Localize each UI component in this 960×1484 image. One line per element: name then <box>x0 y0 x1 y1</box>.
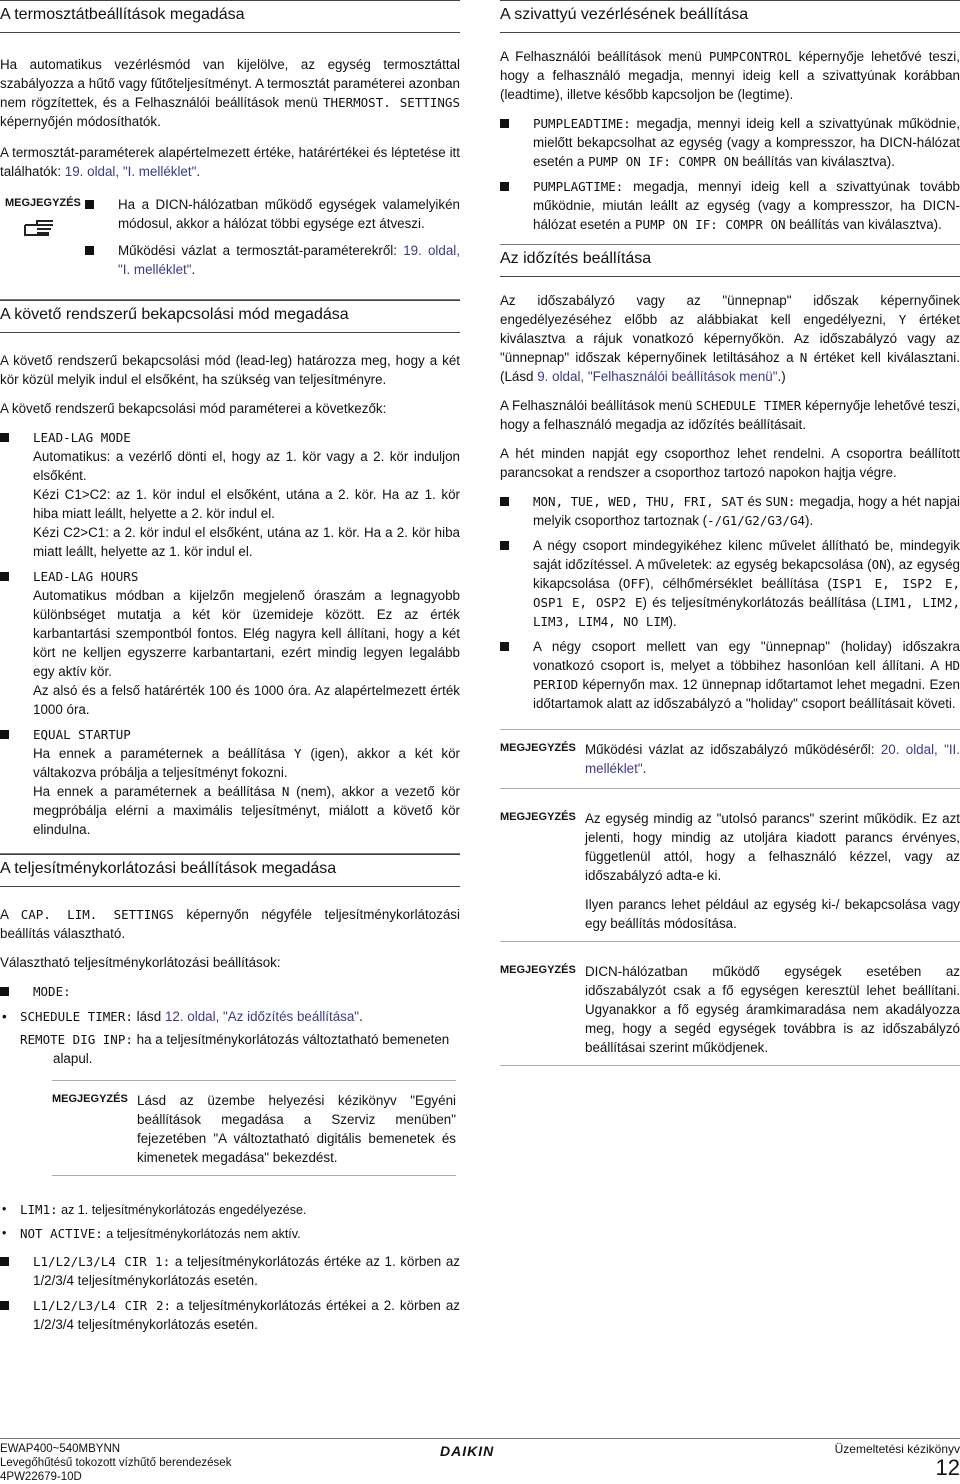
section-title-lead-lag: A követő rendszerű bekapcsolási mód megadása <box>0 300 460 333</box>
list-item: PUMPLAGTIME: megadja, mennyi ideig kell a szivattyúnak tovább működnie, miután leállt az egység (vagy a kompresszor, ha DICN-hálózat esetén a PUMP ON IF: COMPR ON beállítás van kiválasztva). <box>500 177 960 234</box>
page-link[interactable]: 19. oldal, "I. melléklet" <box>118 243 460 277</box>
right-column <box>500 0 960 1066</box>
page-link[interactable]: 12. oldal, "Az időzítés beállítása" <box>164 1009 360 1024</box>
paragraph: Az időszabályzó vagy az "ünnepnap" időszak képernyőinek engedélyezéséhez előbb az alábbiakat kell engedélyezni, Y értéket kiválasztva a rájuk vonatkozó képernyőkön. Az időszabályzó vagy az "ünnepnap" időszak képernyőinek letiltásához a N értéket kell kiválasztani. (Lásd 9. oldal, "Felhasználói beállítások menü".) <box>500 293 960 384</box>
page-footer <box>0 1438 960 1483</box>
section-title-pump: A szivattyú vezérlésének beállítása <box>500 0 960 33</box>
list-item: L1/L2/L3/L4 CIR 2: a teljesítménykorlátozás értékei a 2. körben az 1/2/3/4 teljesítménykorlátozás esetén. <box>0 1296 460 1334</box>
note-box: MEGJEGYZÉS Lásd az üzembe helyezési kézikönyv "Egyéni beállítások megadása a Szerviz menüben" fejezetében "A változtatható digitális bemenetek és kimenetek megadása" bekezdést. <box>52 1080 456 1176</box>
list-item: LEAD-LAG MODE Automatikus: a vezérlő dönti el, hogy az 1. kör vagy a 2. kör induljon elsőként. Kézi C1>C2: az 1. kör indul el elsőként, utána a 2. kör. Ha az 1. kör hiba miatt leállt, helyette a 2. kör indul el. Kézi C2>C1: a 2. kör indul el elsőként, utána az 1. kör. Ha a 2. kör hiba miatt leállt, helyette az 1. kör indul el. <box>0 428 460 561</box>
list-item: A négy csoport mindegyikéhez kilenc művelet állítható be, mindegyik saját időzítéssel. A műveletek: az egység bekapcsolása (ON), az egység kikapcsolása (OFF), célhőmérséklet beállítása (ISP1 E, ISP2 E, OSP1 E, OSP2 E) és teljesítménykorlátozás beállítása (LIM1, LIM2, LIM3, LIM4, NO LIM). <box>500 536 960 631</box>
page-link[interactable]: 19. oldal, "I. melléklet" <box>64 164 197 179</box>
paragraph: A Felhasználói beállítások menü SCHEDULE TIMER képernyője lehetővé teszi, hogy a felhasználó megadja az időzítés beállításait. <box>500 398 960 432</box>
paragraph: A CAP. LIM. SETTINGS képernyőn négyféle teljesítménykorlátozási beállítás választható. <box>0 907 460 941</box>
paragraph: A követő rendszerű bekapcsolási mód paraméterei a következők: <box>0 401 387 416</box>
note-label: MEGJEGYZÉS <box>0 195 85 285</box>
list-item: Ha a DICN-hálózatban működő egységek valamelyikén módosul, akkor a hálózat többi egysége ezt átveszi. <box>85 195 460 233</box>
screen-name: THERMOST. SETTINGS <box>323 95 460 110</box>
list-item: LEAD-LAG HOURS Automatikus módban a kijelzőn megjelenő óraszám a legnagyobb különbséget mutatja a két kör üzemideje között. Ez az érték karbantartási szempontból fontos. Elég nagyra kell állítani, hogy a két kört ne kelljen egyszerre karbantartani, ezért mindig legyen legalább egy aktív kör. Az alsó és a felső határérték 100 és 1000 óra. Az alapértelmezett érték 1000 óra. <box>0 567 460 719</box>
product-description: Levegőhűtésű tokozott vízhűtő berendezések <box>0 1457 232 1469</box>
page-number: 12 <box>935 1455 960 1480</box>
note-label: MEGJEGYZÉS <box>500 811 576 823</box>
list-item: A négy csoport mellett van egy "ünnepnap" (holiday) időszakra vonatkozó csoport is, melyet a többihez hasonlóan kell állítani. A HD PERIOD képernyőn max. 12 ünnepnap időtartamot lehet megadni. Ezen időtartamok alatt az időszabályzó a "holiday" csoport beállításait követi. <box>500 637 960 713</box>
note-label: MEGJEGYZÉS <box>500 964 576 976</box>
list-item: PUMPLEADTIME: megadja, mennyi ideig kell a szivattyúnak működnie, mielőtt bekapcsolhat az egység (vagy a kompresszor, ha DICN-hálózat esetén a PUMP ON IF: COMPR ON beállítás van kiválasztva). <box>500 114 960 171</box>
page-link[interactable]: 20. oldal, "II. melléklet" <box>585 742 960 776</box>
document-code: 4PW22679-10D <box>0 1471 82 1483</box>
note-label: MEGJEGYZÉS <box>52 1093 128 1105</box>
paragraph: A hét minden napját egy csoporthoz lehet rendelni. A csoportra beállított parancsokat a rendszer a csoporthoz tartozó napokon hajtja végre. <box>500 446 960 480</box>
paragraph: A követő rendszerű bekapcsolási mód (lead-leg) határozza meg, hogy a két kör közül melyik indul el elsőként, ha szükség van teljesítményre. <box>0 353 460 387</box>
model-number: EWAP400~540MBYNN <box>0 1443 121 1455</box>
sub-list-item: • REMOTE DIG INP: ha a teljesítménykorlátozás változtatható bemeneten alapul. <box>0 1030 460 1068</box>
daikin-logo: DAIKIN <box>440 1443 495 1459</box>
sub-list-item: • NOT ACTIVE: a teljesítménykorlátozás nem aktív. <box>0 1224 460 1244</box>
list-item: EQUAL STARTUP Ha ennek a paraméternek a beállítása Y (igen), akkor a két kör váltakozva próbálja a teljesítményt fokozni. Ha ennek a paraméternek a beállítása N (nem), akkor a vezető kör megpróbálja elérni a maximális teljesítményt, miálott a követő kör elindulna. <box>0 725 460 839</box>
note-box: MEGJEGYZÉS Az egység mindig az "utolsó parancs" szerint működik. Ez azt jelenti, hogy mindig az utoljára kiadott parancs érvényes, függetlenül attól, hogy a felhasználó kézzel, vagy az időszabályzó adta-e ki. Ilyen parancs lehet például az egység ki-/ bekapcsolása vagy egy beállítás módosítása. <box>500 801 960 942</box>
sub-list-item: • LIM1: az 1. teljesítménykorlátozás engedélyezése. <box>0 1200 460 1220</box>
page-link[interactable]: 9. oldal, "Felhasználói beállítások menü" <box>537 369 778 384</box>
list-item: MODE: <box>0 982 460 1001</box>
pointing-hand-icon <box>23 217 57 237</box>
note-box <box>0 195 460 285</box>
left-column <box>0 0 460 1340</box>
list-item: Működési vázlat a termosztát-paraméterekről: 19. oldal, "I. melléklet". <box>85 241 460 279</box>
manual-title: Üzemeltetési kézikönyv <box>834 1442 960 1456</box>
note-label: MEGJEGYZÉS <box>500 742 576 754</box>
paragraph: A Felhasználói beállítások menü PUMPCONTROL képernyője lehetővé teszi, hogy a felhasználó megadja, mennyi ideig kell a szivattyúnak korábban (leadtime), illetve később kapcsoljon be (legtime). <box>500 49 960 102</box>
section-title-thermostat: A termosztátbeállítások megadása <box>0 0 460 33</box>
list-item: MON, TUE, WED, THU, FRI, SAT és SUN: megadja, hogy a hét napjai melyik csoporthoz tartoznak (-/G1/G2/G3/G4). <box>500 492 960 530</box>
paragraph: A termosztát-paraméterek alapértelmezett értéke, határértékei és léptetése itt találhatók: 19. oldal, "I. melléklet". <box>0 145 460 179</box>
section-title-timer: Az időzítés beállítása <box>500 245 960 277</box>
sub-list-item: • SCHEDULE TIMER: lásd 12. oldal, "Az időzítés beállítása". <box>0 1007 460 1026</box>
paragraph: Választható teljesítménykorlátozási beállítások: <box>0 955 281 970</box>
note-box: MEGJEGYZÉS Működési vázlat az időszabályzó működéséről: 20. oldal, "II. melléklet". <box>500 729 960 789</box>
note-box: MEGJEGYZÉS DICN-hálózatban működő egységek esetében az időszabályzót csak a fő egységen keresztül lehet beállítani. Ugyanakkor a fő egység áramkimaradása nem akadályozza meg, hogy a segéd egységek továbbra is az időszabályzó beállításai szerint működjenek. <box>500 954 960 1066</box>
list-item: L1/L2/L3/L4 CIR 1: a teljesítménykorlátozás értéke az 1. körben az 1/2/3/4 teljesítménykorlátozás esetén. <box>0 1252 460 1290</box>
section-title-capacity-limit: A teljesítménykorlátozási beállítások megadása <box>0 854 460 887</box>
paragraph: Ha automatikus vezérlésmód van kijelölve, az egység termosztáttal szabályozza a hűtő vagy fűtőteljesítményt. A termosztát paraméterei azonban nem rögzítettek, és a Felhasználói beállítások menü THERMOST. SETTINGS képernyőjén módosíthatók. <box>0 57 460 129</box>
